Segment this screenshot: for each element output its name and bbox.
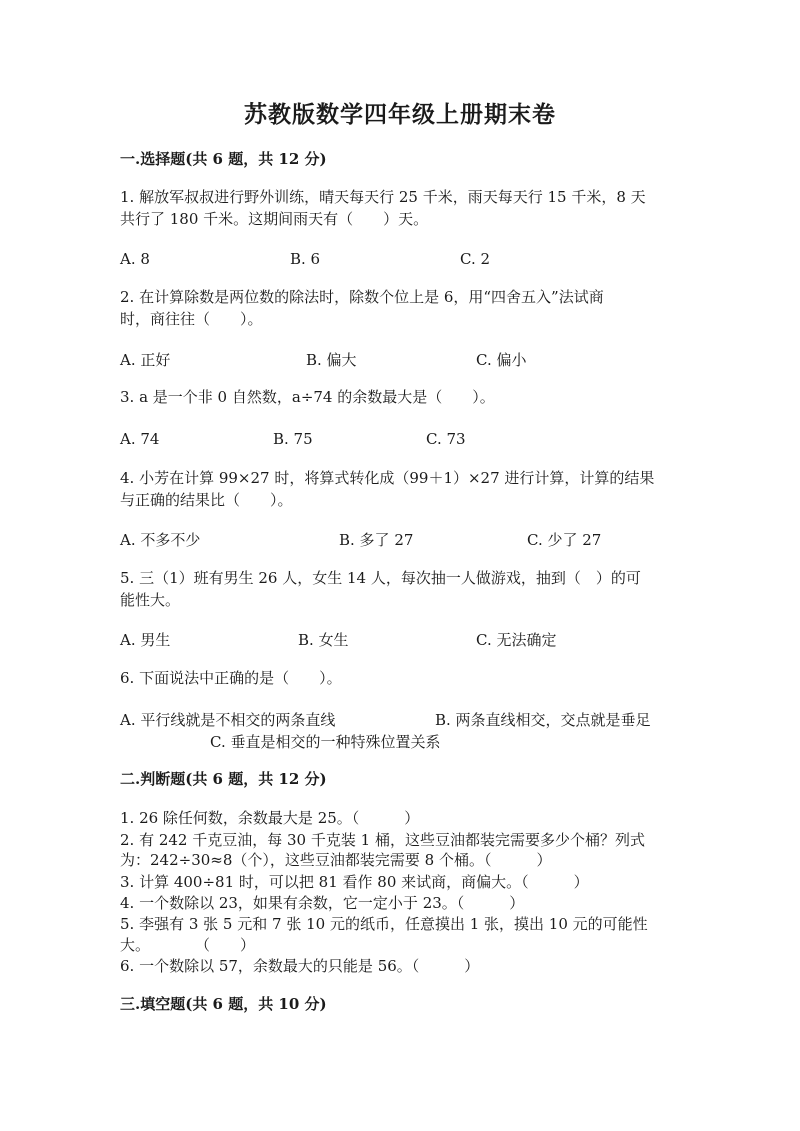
- question-3-option-a: A. 74: [120, 430, 160, 448]
- question-3: [120, 386, 680, 408]
- question-1-line-1: 1. 解放军叔叔进行野外训练，晴天每天行 25 千米，雨天每天行 15 千米，8 天: [120, 188, 646, 206]
- judge-line-5: 4. 一个数除以 23，如果有余数，它一定小于 23。（ ）: [120, 894, 525, 912]
- question-3-option-c: C. 73: [426, 430, 466, 448]
- judge-line-8: 6. 一个数除以 57，余数最大的只能是 56。（ ）: [120, 957, 480, 975]
- judge-line-6: 5. 李强有 3 张 5 元和 7 张 10 元的纸币，任意摸出 1 张，摸出 10 元的可能性: [120, 915, 648, 933]
- question-4-line-1: 4. 小芳在计算 99×27 时，将算式转化成（99＋1）×27 进行计算，计算的结果: [120, 469, 655, 487]
- question-6-option-c: C. 垂直是相交的一种特殊位置关系: [210, 733, 441, 751]
- page-title: 苏教版数学四年级上册期末卷: [244, 101, 556, 128]
- question-3-option-b: B. 75: [273, 430, 313, 448]
- question-6-option-b: B. 两条直线相交，交点就是垂足: [435, 711, 651, 729]
- question-6: [120, 667, 680, 689]
- question-1: [120, 186, 680, 230]
- question-4-option-a: A. 不多不少: [120, 531, 201, 549]
- section-heading-judge: 二.判断题(共 6 题，共 12 分): [120, 770, 327, 788]
- judge-line-4: 3. 计算 400÷81 时，可以把 81 看作 80 来试商，商偏大。（ ）: [120, 873, 589, 891]
- question-2: [120, 286, 680, 330]
- question-5-line-2: 能性大。: [120, 591, 181, 609]
- question-1-option-c: C. 2: [460, 250, 491, 268]
- question-6-line-1: 6. 下面说法中正确的是（ ）。: [120, 669, 342, 687]
- question-1-option-b: B. 6: [290, 250, 321, 268]
- question-5-option-b: B. 女生: [298, 631, 349, 649]
- question-2-line-1: 2. 在计算除数是两位数的除法时，除数个位上是 6，用“四舍五入”法试商: [120, 288, 604, 306]
- question-5: [120, 567, 680, 611]
- question-1-line-2: 共行了 180 千米。这期间雨天有（ ）天。: [120, 210, 429, 228]
- question-4-option-b: B. 多了 27: [339, 531, 414, 549]
- question-2-option-b: B. 偏大: [306, 351, 357, 369]
- question-2-line-2: 时，商往往（ ）。: [120, 310, 263, 328]
- question-4-line-2: 与正确的结果比（ ）。: [120, 491, 293, 509]
- question-2-option-a: A. 正好: [120, 351, 171, 369]
- section-heading-fill: 三.填空题(共 6 题，共 10 分): [120, 995, 327, 1013]
- judge-line-3: 为：242÷30≈8（个），这些豆油都装完需要 8 个桶。（ ）: [120, 851, 552, 869]
- question-1-option-a: A. 8: [120, 250, 150, 268]
- section-heading-choice: 一.选择题(共 6 题，共 12 分): [120, 150, 327, 168]
- question-2-option-c: C. 偏小: [476, 351, 527, 369]
- judge-line-1: 1. 26 除任何数，余数最大是 25。（ ）: [120, 809, 420, 827]
- question-5-option-c: C. 无法确定: [476, 631, 557, 649]
- question-4: [120, 467, 680, 511]
- question-4-option-c: C. 少了 27: [527, 531, 602, 549]
- question-5-option-a: A. 男生: [120, 631, 171, 649]
- question-5-line-1: 5. 三（1）班有男生 26 人，女生 14 人，每次抽一人做游戏，抽到（ ）的可: [120, 569, 641, 587]
- judge-line-2: 2. 有 242 千克豆油，每 30 千克装 1 桶，这些豆油都装完需要多少个桶？列式: [120, 831, 645, 849]
- question-6-option-a: A. 平行线就是不相交的两条直线: [120, 711, 336, 729]
- question-3-line-1: 3. a 是一个非 0 自然数，a÷74 的余数最大是（ ）。: [120, 388, 495, 406]
- judge-line-7: 大。 （ ）: [120, 936, 256, 954]
